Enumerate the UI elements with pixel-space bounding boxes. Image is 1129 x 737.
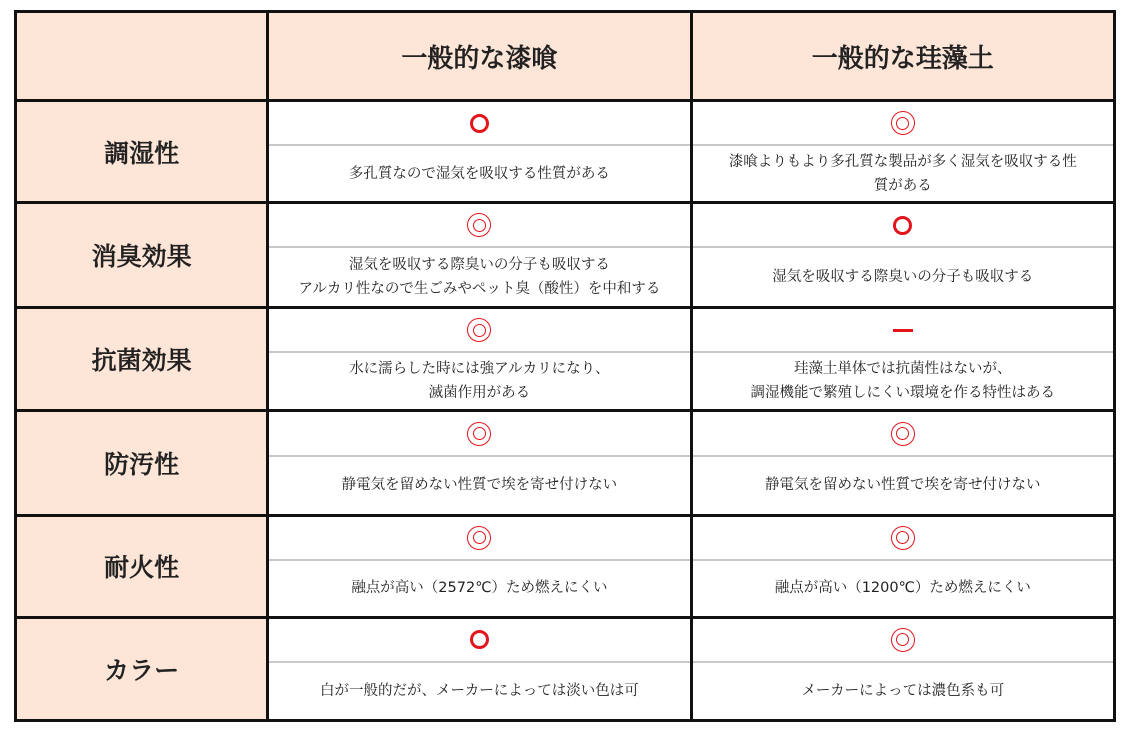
keisoudo-cell (691, 101, 1114, 203)
row-label: 調湿性 (16, 101, 268, 203)
description-text (693, 248, 1113, 306)
row-label: カラー (16, 617, 268, 720)
double-circle-mark (891, 526, 915, 550)
shikkui-cell (268, 617, 691, 720)
description-line: 滅菌作用がある (428, 385, 531, 402)
shikkui-cell (268, 101, 691, 203)
table-row (16, 101, 1115, 203)
rating-zone (693, 413, 1113, 457)
dash-mark (893, 329, 913, 332)
description-text (269, 457, 689, 514)
circle-mark (893, 216, 912, 235)
double-circle-mark (467, 318, 491, 342)
shikkui-cell (268, 308, 691, 411)
rating-zone (693, 309, 1113, 353)
keisoudo-cell (691, 617, 1114, 720)
table-body (16, 101, 1115, 721)
description-line: 湿気を吸収する際臭いの分子も吸収する (772, 269, 1034, 286)
description-text (693, 146, 1113, 201)
double-circle-mark (891, 111, 915, 135)
description-text (269, 561, 689, 616)
description-text (269, 248, 689, 306)
description-line: 静電気を留めない性質で埃を寄せ付けない (341, 477, 618, 494)
rating-zone (269, 204, 689, 248)
rating-zone (693, 204, 1113, 248)
table-row (16, 411, 1115, 515)
description-text (693, 457, 1113, 514)
description-line: 水に濡らした時には強アルカリになり、 (349, 361, 610, 378)
description-text (269, 353, 689, 409)
table-row (16, 515, 1115, 617)
row-label: 抗菌効果 (16, 308, 268, 411)
description-line: 静電気を留めない性質で埃を寄せ付けない (765, 477, 1041, 494)
keisoudo-cell (691, 515, 1114, 617)
description-line: 融点が高い（2572℃）ため燃えにくい (351, 580, 608, 597)
description-line: 漆喰よりもより多孔質な製品が多く湿気を吸収する性 (728, 153, 1077, 170)
description-line: 湿気を吸収する際臭いの分子も吸収する (348, 257, 610, 274)
rating-zone (269, 517, 689, 561)
rating-zone (693, 102, 1113, 146)
double-circle-mark (891, 628, 915, 652)
description-line: アルカリ性なので生ごみやペット臭（酸性）を中和する (298, 281, 661, 298)
double-circle-mark (467, 422, 491, 446)
description-text (693, 663, 1113, 719)
row-label: 防汚性 (16, 411, 268, 515)
description-line: 珪藻土単体では抗菌性はないが、 (794, 361, 1012, 378)
comparison-table (14, 10, 1116, 722)
description-line: メーカーによっては濃色系も可 (801, 682, 1005, 699)
description-line: 白が一般的だが、メーカーによっては淡い色は可 (320, 682, 639, 699)
rating-zone (693, 517, 1113, 561)
circle-mark (470, 114, 489, 133)
table-row (16, 203, 1115, 308)
table-row (16, 308, 1115, 411)
shikkui-cell (268, 203, 691, 308)
rating-zone (269, 619, 689, 663)
double-circle-mark (891, 422, 915, 446)
shikkui-cell (268, 411, 691, 515)
description-text (269, 146, 689, 201)
shikkui-cell (268, 515, 691, 617)
keisoudo-cell (691, 203, 1114, 308)
column-header-shikkui: 一般的な漆喰 (268, 12, 691, 101)
rating-zone (269, 413, 689, 457)
keisoudo-cell (691, 411, 1114, 515)
description-line: 融点が高い（1200℃）ため燃えにくい (774, 580, 1031, 597)
description-text (269, 663, 689, 719)
double-circle-mark (467, 526, 491, 550)
circle-mark (470, 630, 489, 649)
table-row (16, 617, 1115, 720)
rating-zone (269, 102, 689, 146)
description-line: 調湿機能で繁殖しにくい環境を作る特性はある (750, 385, 1056, 402)
header-corner-cell (16, 12, 268, 101)
rating-zone (693, 619, 1113, 663)
row-label: 消臭効果 (16, 203, 268, 308)
description-text (693, 353, 1113, 409)
description-line: 多孔質なので湿気を吸収する性質がある (348, 165, 610, 182)
rating-zone (269, 309, 689, 353)
double-circle-mark (467, 213, 491, 237)
row-label: 耐火性 (16, 515, 268, 617)
keisoudo-cell (691, 308, 1114, 411)
description-text (693, 561, 1113, 616)
header-row (16, 12, 1115, 101)
column-header-keisoudo: 一般的な珪藻土 (691, 12, 1114, 101)
description-line: 質がある (873, 177, 932, 194)
